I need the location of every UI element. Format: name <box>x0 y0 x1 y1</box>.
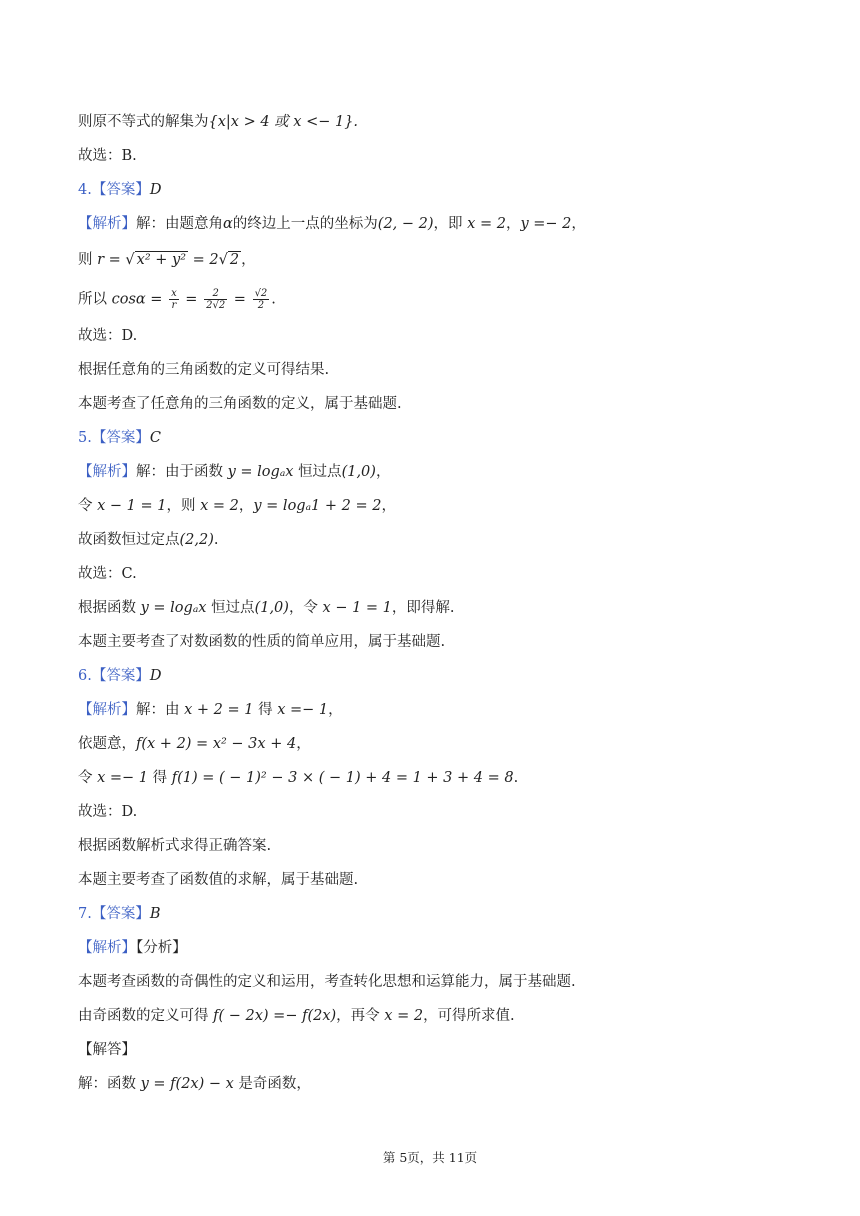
text-line: 【解答】 <box>78 1042 136 1058</box>
page-footer: 第 5页，共 11页 <box>382 1150 478 1165</box>
analysis-line-q6: 【解析】解：由 x + 2 = 1 得 x =− 1， <box>78 702 343 718</box>
text-line: 本题主要考查了对数函数的性质的简单应用，属于基础题. <box>78 634 446 650</box>
text-line: 则原不等式的解集为{x|x > 4 或 x <− 1}. <box>78 114 359 130</box>
formula-line: 所以 cosα = $\frac{x}{r}$ = $\frac{2}{2√2}$ = $\frac{√2}{2}$ . <box>78 288 276 311</box>
analysis-line-q7: 【解析】【分析】 <box>78 940 187 956</box>
text-line: 故函数恒过定点(2,2). <box>78 532 219 548</box>
answer-line-q7: 7.【答案】B <box>78 906 161 922</box>
answer-line-q5: 5.【答案】C <box>78 430 161 446</box>
text-line: 故选：D. <box>78 328 138 344</box>
text-line: 依题意，f(x + 2) = x² − 3x + 4， <box>78 736 311 752</box>
answer-line-q4: 4.【答案】D <box>78 182 162 198</box>
analysis-line-q4: 【解析】解：由题意角α的终边上一点的坐标为(2, − 2)，即 x = 2，y =− 2， <box>78 216 586 232</box>
text-line: 本题考查了任意角的三角函数的定义，属于基础题. <box>78 396 402 412</box>
text-line: 根据函数 y = logₐx 恒过点(1,0)，令 x − 1 = 1，即得解. <box>78 600 455 616</box>
text-line: 故选：C. <box>78 566 137 582</box>
analysis-line-q5: 【解析】解：由于函数 y = logₐx 恒过点(1,0)， <box>78 464 391 480</box>
text-line: 根据函数解析式求得正确答案. <box>78 838 272 854</box>
text-line: 令 x − 1 = 1，则 x = 2，y = logₐ1 + 2 = 2， <box>78 498 396 514</box>
text-line: 本题主要考查了函数值的求解，属于基础题. <box>78 872 359 888</box>
text-line: 根据任意角的三角函数的定义可得结果. <box>78 362 330 378</box>
text-line: 故选：B. <box>78 148 137 164</box>
text-line: 本题考查函数的奇偶性的定义和运用，考查转化思想和运算能力，属于基础题. <box>78 974 576 990</box>
text-line: 解：函数 y = f(2x) − x 是奇函数， <box>78 1076 311 1092</box>
answer-line-q6: 6.【答案】D <box>78 668 162 684</box>
text-line: 由奇函数的定义可得 f( − 2x) =− f(2x)，再令 x = 2，可得所求值. <box>78 1008 515 1024</box>
formula-line: 则 r = √ x² + y² = 2√ 2 ， <box>78 252 256 268</box>
text-line: 令 x =− 1 得 f(1) = ( − 1)² − 3 × ( − 1) + 4 = 1 + 3 + 4 = 8. <box>78 770 519 786</box>
text-line: 故选：D. <box>78 804 138 820</box>
